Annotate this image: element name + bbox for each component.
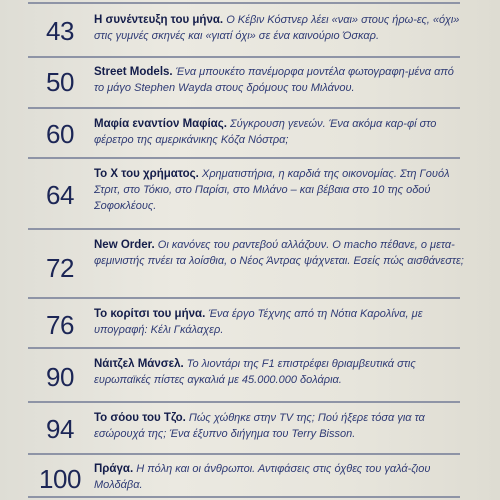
page-number: 50	[46, 67, 74, 97]
page-number: 43	[46, 16, 74, 46]
entry-title: Η συνέντευξη του μήνα.	[94, 14, 224, 26]
page-number: 72	[46, 253, 74, 283]
page-number: 90	[46, 362, 74, 392]
page-number: 64	[46, 180, 74, 210]
entry-title: New Order.	[94, 239, 155, 251]
entry-description: Το λιοντάρι της F1 επιστρέφει θριαμβευτικά στις ευρωπαϊκές πίστες αγκαλιά με 45.000.000 δολάρια.	[94, 358, 416, 386]
page-number: 76	[46, 310, 74, 340]
entry-title: Νάιτζελ Μάνσελ.	[94, 358, 184, 370]
entry-text	[94, 356, 466, 388]
entry-text	[94, 116, 466, 148]
divider-rule	[28, 347, 460, 349]
divider-rule	[28, 297, 460, 299]
entry-description: Οι κανόνες του ραντεβού αλλάζουν. Ο macho πέθανε, ο μετα-φεμινιστής πνέει τα λοίσθια, ο Νέος Άντρας ψάχνεται. Εσείς πώς αισθάνεστε;	[94, 239, 464, 267]
entry-text	[94, 306, 466, 338]
page-number: 60	[46, 119, 74, 149]
divider-rule	[28, 56, 460, 58]
entry-title: Το κορίτσι του μήνα.	[94, 308, 206, 320]
entry-title: Street Models.	[94, 66, 173, 78]
entry-description: Σύγκρουση γενεών. Ένα ακόμα καρ-φί στο φέρετρο της αμερικάνικης Κόζα Νόστρα;	[94, 118, 437, 146]
entry-text	[94, 237, 466, 269]
entry-title: Μαφία εναντίον Μαφίας.	[94, 118, 227, 130]
divider-rule	[28, 401, 460, 403]
entry-text	[94, 461, 466, 493]
divider-rule	[28, 496, 460, 498]
entry-description: Χρηματιστήρια, η καρδιά της οικονομίας. Στη Γουόλ Στριτ, στο Τόκιο, στο Παρίσι, στο Μιλάνο – και βέβαια στο 10 της οδού Σοφοκλέους.	[94, 168, 450, 212]
entry-description: Ένα έργο Τέχνης από τη Νότια Καρολίνα, με υπογραφή: Κέλι Γκάλαχερ.	[94, 308, 423, 336]
entry-text	[94, 166, 466, 214]
entry-description: Ο Κέβιν Κόστνερ λέει «ναι» στους ήρω-ες, «όχι» στις γυμνές σκηνές και «γιατί όχι» σε ένα καινούριο Όσκαρ.	[94, 14, 460, 42]
entry-title: Το σόου του Τζο.	[94, 412, 186, 424]
entry-title: Πράγα.	[94, 463, 134, 475]
divider-rule	[28, 453, 460, 455]
divider-rule	[28, 228, 460, 230]
divider-rule	[28, 107, 460, 109]
divider-rule	[28, 157, 460, 159]
entry-title: Το Χ του χρήματος.	[94, 168, 199, 180]
entry-description: Η πόλη και οι άνθρωποι. Αντιφάσεις στις όχθες του γαλά-ζιου Μολδάβα.	[94, 463, 431, 491]
entry-text	[94, 410, 466, 442]
entry-description: Πώς χώθηκε στην TV της; Πού ήξερε τόσα για τα εσώρουχά της; Ένα έξυπνο διήγημα του Terry Bisson.	[94, 412, 425, 440]
entry-description: Ένα μπουκέτο πανέμορφα μοντέλα φωτογραφη-μένα από το μάγο Stephen Wayda στους δρόμους του Μιλάνου.	[94, 66, 454, 94]
page-number: 100	[39, 464, 81, 494]
entry-text	[94, 64, 466, 96]
page-number: 94	[46, 414, 74, 444]
divider-rule	[28, 2, 460, 4]
entry-text	[94, 12, 466, 44]
